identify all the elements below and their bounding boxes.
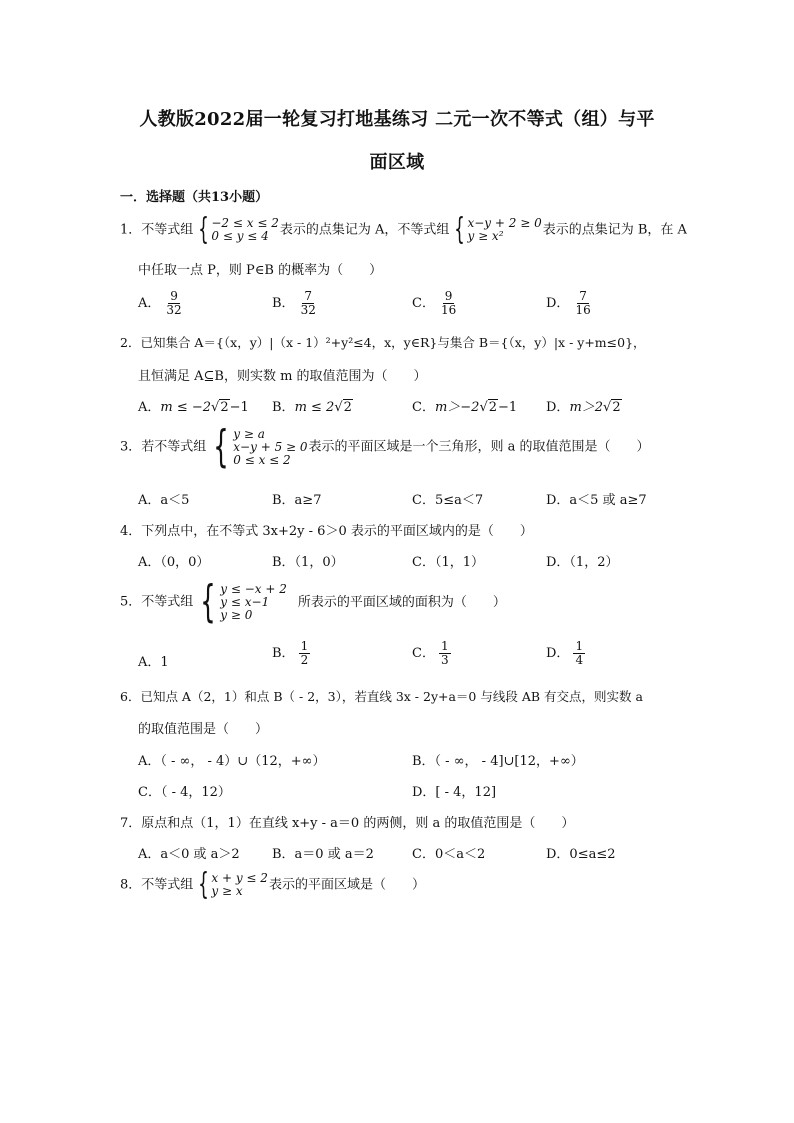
q4-option-b[interactable]: B．（1，0）	[272, 555, 344, 570]
q1-system-b: { x−y + 2 ≥ 0 y ≥ x²	[454, 212, 542, 247]
q8-text-2: 表示的平面区域是（ ）	[268, 877, 425, 893]
q3-sys-row1: y ≥ a	[233, 426, 265, 441]
q3-sys-row3: 0 ≤ x ≤ 2	[233, 452, 291, 467]
q2-option-b-pre: m ≤ 2	[294, 400, 335, 415]
q5-option-b[interactable]	[272, 640, 310, 667]
q6-option-b[interactable]: B．（ - ∞， - 4]∪[12，+∞）	[412, 754, 584, 769]
q2-option-d-radicand: 2	[612, 400, 621, 415]
q3-text-1: 3．若不等式组	[120, 439, 207, 455]
q1-option-c-den: 16	[440, 303, 457, 317]
q5-option-a[interactable]	[138, 651, 169, 670]
q1-text-1: 1．不等式组	[120, 222, 194, 238]
q3-option-c[interactable]: C．5≤a＜7	[412, 493, 484, 508]
q1-option-b-num: 7	[304, 289, 313, 303]
q1-sysB-row2: y ≥ x²	[467, 229, 504, 243]
q2-option-a-pre: m ≤ −2	[160, 400, 212, 415]
q2-text-line2: 且恒满足 A⊆B，则实数 m 的取值范围为（ ）	[138, 369, 427, 384]
q1-option-c-fraction	[439, 290, 458, 317]
q2-option-d-pre: m＞2	[569, 400, 604, 415]
q8-sys-row1: x + y ≤ 2	[211, 871, 268, 885]
q4-option-c[interactable]: C．（1，1）	[412, 555, 484, 570]
q6-text-line1: 6．已知点 A（2，1）和点 B（ - 2，3），若直线 3x - 2y+a＝0 与线段 AB 有交点，则实数 a	[120, 689, 643, 704]
q1-text-3: 表示的点集记为 B，在 A	[542, 222, 687, 238]
q5-system: { y ≤ −x + 2 y ≤ x−1 y ≥ 0	[200, 576, 287, 627]
q7-text-line1: 7．原点和点（1，1）在直线 x+y - a＝0 的两侧，则 a 的取值范围是（ ）	[120, 816, 575, 831]
q8-text-1: 8．不等式组	[120, 877, 194, 893]
q1-option-a-den: 32	[166, 303, 182, 317]
q7-option-a[interactable]: A．a＜0 或 a＞2	[138, 847, 240, 862]
q3-text-2: 表示的平面区域是一个三角形，则 a 的取值范围是（ ）	[308, 439, 650, 455]
q6-option-c[interactable]: C．（ - 4，12）	[138, 785, 231, 800]
q1-option-d[interactable]	[546, 290, 593, 317]
q3-sys-row2: x−y + 5 ≥ 0	[233, 439, 308, 454]
q2-option-d-label: D．	[546, 400, 570, 415]
q3-option-d[interactable]: D．a＜5 或 a≥7	[546, 493, 647, 508]
question-5	[120, 576, 506, 627]
q5-option-d-den: 4	[575, 653, 584, 667]
q5-option-d-fraction	[573, 640, 585, 667]
q5-option-a-label: A．	[138, 655, 161, 670]
q2-option-c-pre: m＞−2	[434, 400, 480, 415]
q2-option-c[interactable]: C．m＞−2√2−1	[412, 400, 518, 415]
question-8	[120, 867, 425, 902]
q2-option-a-radicand: 2	[220, 400, 229, 415]
q5-text-2: 所表示的平面区域的面积为（ ）	[297, 594, 506, 610]
q7-option-b[interactable]: B．a＝0 或 a＝2	[272, 847, 374, 862]
q5-option-b-den: 2	[300, 653, 309, 667]
q1-option-c-label: C．	[412, 296, 435, 311]
q2-option-c-radicand: 2	[488, 400, 498, 415]
q1-option-a-num: 9	[170, 289, 178, 303]
q2-text-line1: 2．已知集合 A＝{（x，y）|（x - 1）²+y²≤4，x，y∈R}与集合 B＝{（x，y）|x - y+m≤0}，	[120, 335, 646, 350]
q1-option-d-num: 7	[579, 289, 587, 303]
q1-option-a-label: A．	[138, 296, 161, 311]
q2-option-b-radicand: 2	[343, 400, 352, 415]
q3-option-b[interactable]: B．a≥7	[272, 493, 322, 508]
q5-option-c-num: 1	[440, 639, 449, 653]
q2-option-d[interactable]: D．m＞2√2	[546, 400, 621, 415]
q5-text-1: 5．不等式组	[120, 594, 194, 610]
q5-option-a-value: 1	[160, 655, 169, 670]
q5-option-d-label: D．	[546, 646, 570, 661]
q6-text-line2: 的取值范围是（ ）	[138, 722, 269, 737]
q7-option-d[interactable]: D．0≤a≤2	[546, 847, 616, 862]
q2-option-a-label: A．	[138, 400, 161, 415]
q5-option-b-fraction	[299, 640, 311, 667]
q6-option-d[interactable]: D．[ - 4，12]	[412, 785, 497, 800]
q4-option-d[interactable]: D．（1，2）	[546, 555, 619, 570]
q5-sys-row1: y ≤ −x + 2	[220, 581, 287, 596]
q5-option-c[interactable]	[412, 640, 451, 667]
q2-option-a[interactable]: A．m ≤ −2√2−1	[138, 400, 249, 415]
question-3	[120, 421, 650, 472]
q5-option-d-num: 1	[575, 639, 584, 653]
document-title-line2: 面区域	[369, 152, 425, 173]
q5-option-b-num: 1	[300, 639, 309, 653]
q1-sysA-row2: 0 ≤ y ≤ 4	[211, 229, 269, 243]
q1-text-line2: 中任取一点 P，则 P∈B 的概率为（ ）	[138, 263, 383, 278]
q1-option-a-fraction	[164, 290, 183, 317]
document-title-line1: 人教版2022届一轮复习打地基练习 二元一次不等式（组）与平	[139, 109, 655, 130]
q1-text-2: 表示的点集记为 A，不等式组	[279, 222, 450, 238]
q5-option-b-label: B．	[272, 646, 295, 661]
q1-option-c-num: 9	[444, 289, 453, 303]
q8-system: { x + y ≤ 2 y ≥ x	[198, 867, 268, 902]
q1-sysB-row1: x−y + 2 ≥ 0	[467, 216, 542, 230]
q6-option-a[interactable]: A．（ - ∞， - 4）∪（12，+∞）	[138, 754, 326, 769]
q5-option-d[interactable]	[546, 640, 585, 667]
q5-option-c-fraction	[439, 640, 451, 667]
q1-option-b-fraction	[299, 290, 318, 317]
q1-sysA-row1: −2 ≤ x ≤ 2	[211, 216, 279, 230]
q3-system: { y ≥ a x−y + 5 ≥ 0 0 ≤ x ≤ 2	[213, 421, 308, 472]
q2-option-b[interactable]: B．m ≤ 2√2	[272, 400, 352, 415]
q2-option-a-post: −1	[229, 400, 249, 415]
q2-option-b-label: B．	[272, 400, 295, 415]
q1-option-b-label: B．	[272, 296, 295, 311]
q1-option-d-den: 16	[575, 303, 591, 317]
q1-option-b-den: 32	[300, 303, 316, 317]
question-1	[120, 212, 687, 247]
q7-option-c[interactable]: C．0＜a＜2	[412, 847, 486, 862]
q3-option-a[interactable]: A．a＜5	[138, 493, 190, 508]
q5-sys-row3: y ≥ 0	[220, 607, 253, 622]
q4-option-a[interactable]: A．（0，0）	[138, 555, 210, 570]
q1-option-b[interactable]	[272, 290, 318, 317]
q8-sys-row2: y ≥ x	[211, 884, 243, 898]
q5-option-c-den: 3	[440, 653, 449, 667]
q1-system-a: { −2 ≤ x ≤ 2 0 ≤ y ≤ 4	[198, 212, 279, 247]
q2-option-c-label: C．	[412, 400, 435, 415]
q1-option-d-fraction	[573, 290, 592, 317]
q1-option-c[interactable]	[412, 290, 458, 317]
q1-option-d-label: D．	[546, 296, 570, 311]
q5-option-c-label: C．	[412, 646, 435, 661]
q1-option-a[interactable]	[138, 290, 184, 317]
q5-sys-row2: y ≤ x−1	[220, 594, 270, 609]
q4-text-line1: 4．下列点中，在不等式 3x+2y - 6＞0 表示的平面区域内的是（ ）	[120, 524, 533, 539]
section-heading: 一．选择题（共13小题）	[120, 190, 269, 205]
q2-option-c-post: −1	[498, 400, 518, 415]
